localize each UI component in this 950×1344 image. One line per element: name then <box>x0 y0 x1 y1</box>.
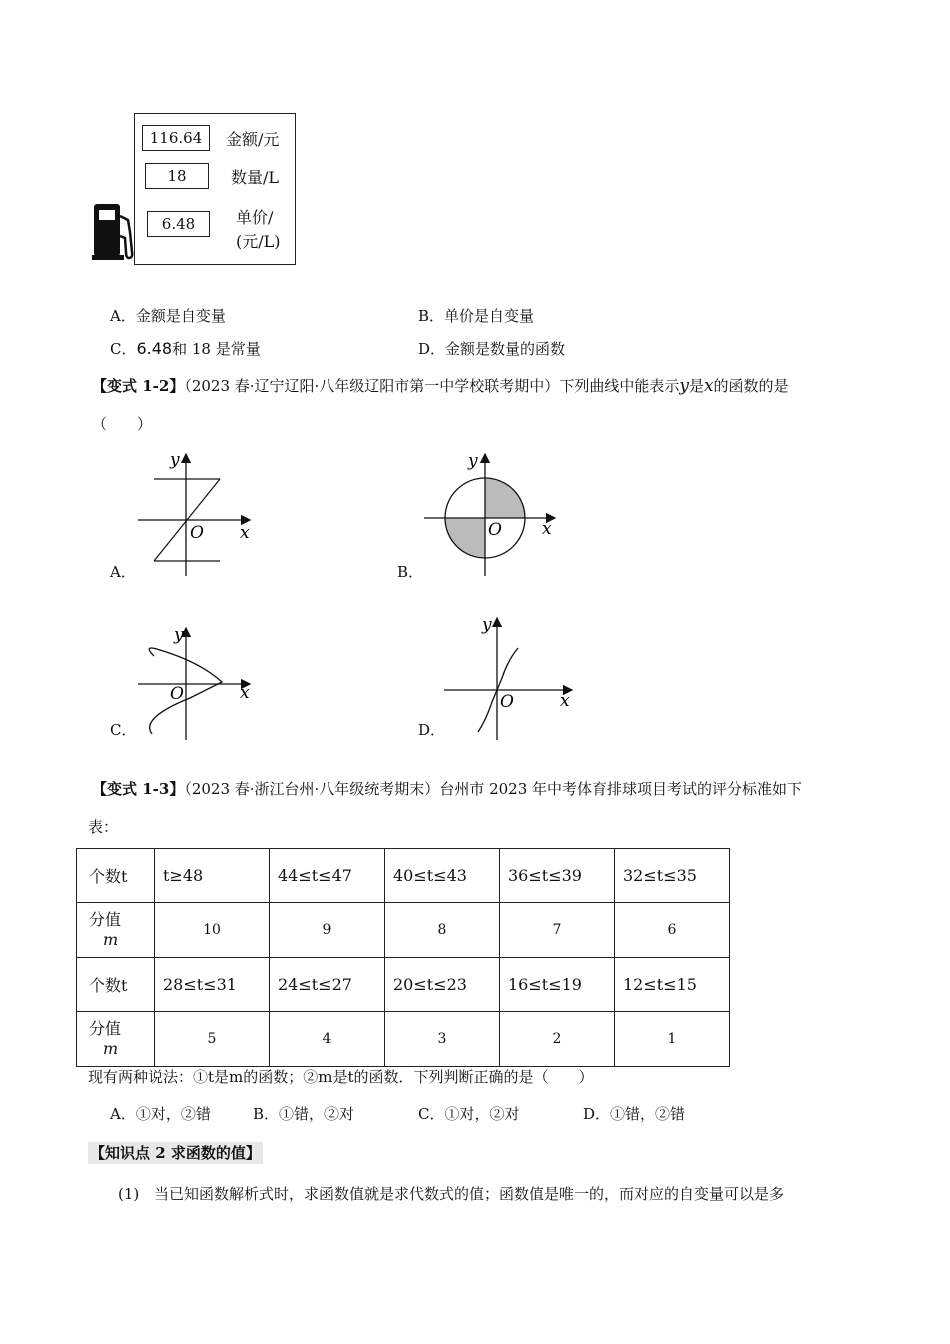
graph-c-origin: O <box>170 684 184 704</box>
graph-d-y-label: y <box>482 615 492 635</box>
pump-quantity-value: 18 <box>145 163 209 189</box>
pump-amount-label: 金额/元 <box>226 130 280 149</box>
table-cell: 32≤t≤35 <box>615 849 730 903</box>
q2-text-c: 的函数的是 <box>713 377 789 395</box>
graph-c-label: C． <box>110 721 137 739</box>
table-cell: 3 <box>385 1012 500 1067</box>
fuel-pump-icon <box>92 202 138 262</box>
table-header-count: 个数t <box>77 849 155 903</box>
pump-price-value: 6.48 <box>147 211 210 237</box>
pump-amount-value: 116.64 <box>142 125 210 151</box>
pump-price-label-1: 单价/ <box>236 208 274 227</box>
graph-a-origin: O <box>190 523 204 543</box>
q2-text-a: 下列曲线中能表示 <box>559 377 680 395</box>
q2-source: （2023 春·辽宁辽阳·八年级辽阳市第一中学校联考期中） <box>184 377 560 395</box>
q3-stem-line2: 表： <box>88 818 119 836</box>
graph-c-x-label: x <box>240 683 250 703</box>
q3-source: （2023 春·浙江台州·八年级统考期末） <box>184 780 440 798</box>
table-cell: 9 <box>270 903 385 958</box>
q3-option-a: A．①对，②错 <box>110 1105 211 1123</box>
q1-option-c-rest: 和 18 是常量 <box>172 340 261 358</box>
q1-option-b: B．单价是自变量 <box>418 307 535 325</box>
q2-var-x: x <box>703 376 714 396</box>
q3-option-b: B．①错，②对 <box>253 1105 355 1123</box>
table-cell: 28≤t≤31 <box>155 958 270 1012</box>
table-cell: 1 <box>615 1012 730 1067</box>
pump-quantity-label: 数量/L <box>231 168 280 187</box>
graph-b-x-label: x <box>542 519 552 539</box>
q1-option-c-number: 6.48 <box>136 339 173 358</box>
table-cell: 36≤t≤39 <box>500 849 615 903</box>
table-header-score-word: 分值 <box>89 910 122 929</box>
graph-d-origin: O <box>500 692 514 712</box>
table-cell: 40≤t≤43 <box>385 849 500 903</box>
section-item-text: 当已知函数解析式时，求函数值就是求代数式的值；函数值是唯一的，而对应的自变量可以是多 <box>154 1185 785 1203</box>
table-cell: 24≤t≤27 <box>270 958 385 1012</box>
pump-price-label-2: (元/L) <box>236 232 281 251</box>
graph-d <box>440 612 580 742</box>
section-title: 【知识点 2 求函数的值】 <box>90 1144 261 1162</box>
table-cell: 4 <box>270 1012 385 1067</box>
table-row <box>77 1012 730 1067</box>
table-cell: 6 <box>615 903 730 958</box>
q1-option-d: D．金额是数量的函数 <box>418 340 566 358</box>
table-cell: 2 <box>500 1012 615 1067</box>
q3-tag: 【变式 1-3】 <box>92 780 185 798</box>
q2-answer-paren: （ ） <box>92 415 153 433</box>
table-cell: 7 <box>500 903 615 958</box>
table-cell: 8 <box>385 903 500 958</box>
graph-a-label: A． <box>110 563 136 581</box>
q3-option-d: D．①错，②错 <box>583 1105 686 1123</box>
section-item-number: (1) <box>118 1185 140 1203</box>
table-cell: t≥48 <box>155 849 270 903</box>
score-table <box>76 848 730 1067</box>
graph-c <box>130 622 260 742</box>
graph-b-origin: O <box>488 520 502 540</box>
q2-var-y: y <box>679 376 689 396</box>
q2-stem <box>92 376 789 396</box>
q3-stem-line1 <box>92 779 802 799</box>
table-header-score <box>77 1012 155 1067</box>
graph-d-label: D． <box>418 721 446 739</box>
q1-option-a: A．金额是自变量 <box>110 307 226 325</box>
table-cell: 5 <box>155 1012 270 1067</box>
table-header-score-var: m <box>103 930 119 949</box>
graph-c-y-label: y <box>174 625 184 645</box>
q3-option-c: C．①对，②对 <box>418 1105 520 1123</box>
table-cell: 16≤t≤19 <box>500 958 615 1012</box>
q2-tag: 【变式 1-2】 <box>92 377 185 395</box>
table-row <box>77 903 730 958</box>
table-header-score <box>77 903 155 958</box>
table-cell: 44≤t≤47 <box>270 849 385 903</box>
table-header-score-word: 分值 <box>89 1019 122 1038</box>
graph-a <box>130 448 260 578</box>
q2-text-b: 是 <box>688 377 704 395</box>
table-header-score-var: m <box>103 1039 119 1058</box>
graph-b-y-label: y <box>468 451 478 471</box>
table-row <box>77 849 730 903</box>
table-cell: 12≤t≤15 <box>615 958 730 1012</box>
graph-d-x-label: x <box>560 691 570 711</box>
table-cell: 20≤t≤23 <box>385 958 500 1012</box>
q3-statement: 现有两种说法：①t是m的函数；②m是t的函数．下列判断正确的是（ ） <box>88 1068 594 1086</box>
graph-a-x-label: x <box>240 523 250 543</box>
graph-b-label: B． <box>397 563 424 581</box>
q3-text: 台州市 2023 年中考体育排球项目考试的评分标准如下 <box>439 780 803 798</box>
table-header-count: 个数t <box>77 958 155 1012</box>
graph-a-y-label: y <box>170 450 180 470</box>
table-row <box>77 958 730 1012</box>
graph-b <box>420 448 560 578</box>
table-cell: 10 <box>155 903 270 958</box>
q1-option-c <box>110 339 261 359</box>
q1-option-c-prefix: C． <box>110 340 137 358</box>
